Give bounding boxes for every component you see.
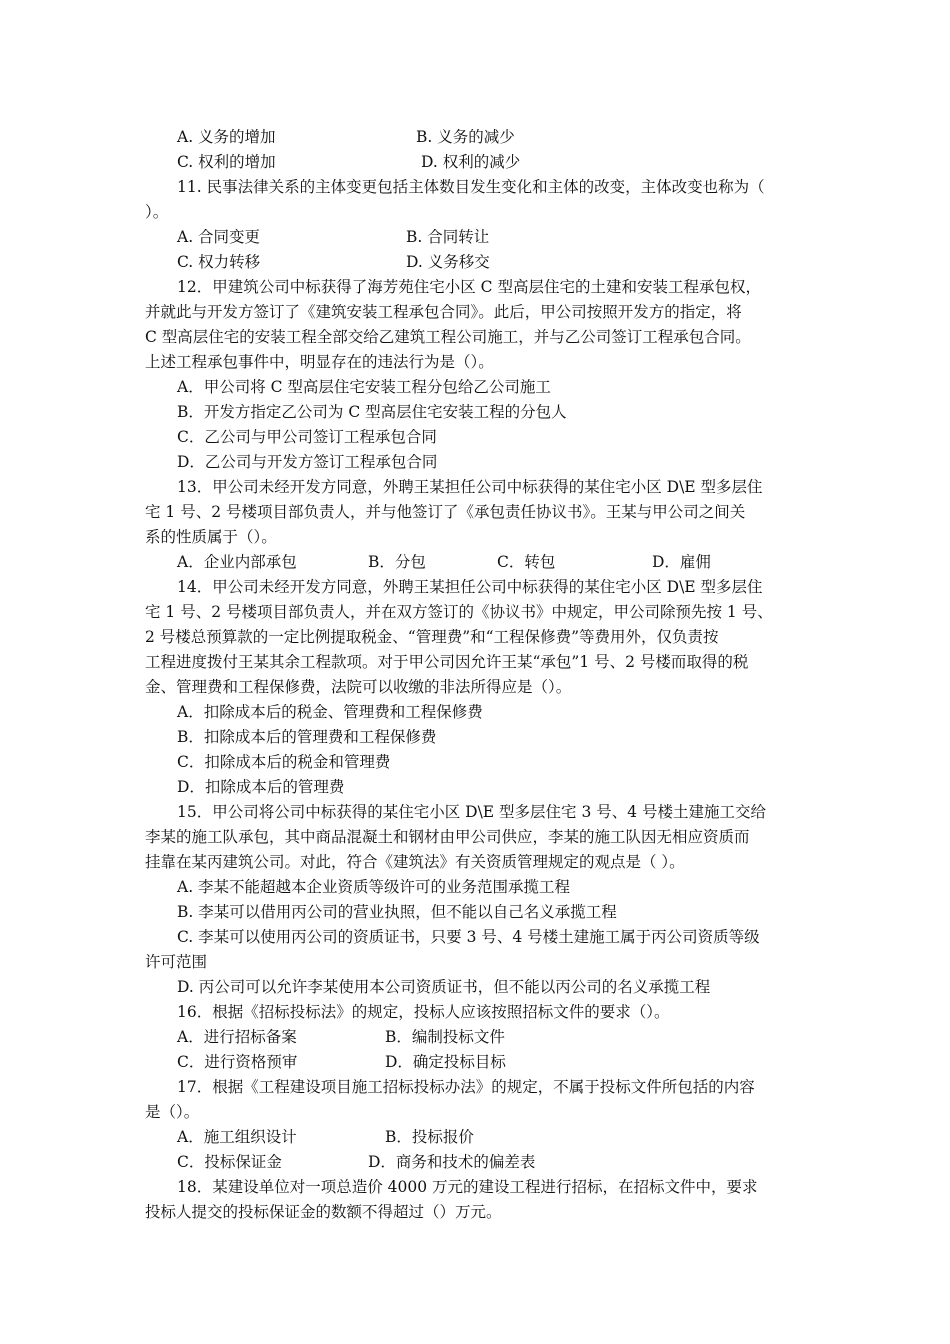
q11-option-d: D. 义务移交 xyxy=(406,253,490,271)
q11-stem-line: 11. 民事法律关系的主体变更包括主体数目发生变化和主体的改变，主体改变也称为（ xyxy=(177,178,765,196)
q12-option-a: A．甲公司将 C 型高层住宅安装工程分包给乙公司施工 xyxy=(177,378,551,396)
q13-stem-line: 13．甲公司未经开发方同意，外聘王某担任公司中标获得的某住宅小区 D\E 型多层住 xyxy=(177,478,763,496)
q14-stem-line: 14．甲公司未经开发方同意，外聘王某担任公司中标获得的某住宅小区 D\E 型多层住 xyxy=(177,578,763,596)
q11-stem-line: ）。 xyxy=(145,203,169,221)
q12-option-d: D．乙公司与开发方签订工程承包合同 xyxy=(177,453,438,471)
q15-stem-line: 挂靠在某丙建筑公司。对此，符合《建筑法》有关资质管理规定的观点是（ ）。 xyxy=(145,853,685,871)
q17-option-c: C．投标保证金 xyxy=(177,1153,282,1171)
q15-option-a: A. 李某不能超越本企业资质等级许可的业务范围承揽工程 xyxy=(177,878,571,896)
q13-stem-line: 系的性质属于（）。 xyxy=(145,528,277,546)
q16-option-c: C．进行资格预审 xyxy=(177,1053,298,1071)
q11-option-b: B. 合同转让 xyxy=(406,228,490,246)
q12-option-c: C．乙公司与甲公司签订工程承包合同 xyxy=(177,428,437,446)
q17-option-a: A．施工组织设计 xyxy=(177,1128,297,1146)
q10-option-b: B. 义务的减少 xyxy=(416,128,515,146)
q10-option-a: A. 义务的增加 xyxy=(177,128,276,146)
q14-option-b: B．扣除成本后的管理费和工程保修费 xyxy=(177,728,437,746)
q17-option-d: D．商务和技术的偏差表 xyxy=(368,1153,536,1171)
q15-stem-line: 15．甲公司将公司中标获得的某住宅小区 D\E 型多层住宅 3 号、4 号楼土建施工交给 xyxy=(177,803,767,821)
q17-stem-line: 17．根据《工程建设项目施工招标投标办法》的规定，不属于投标文件所包括的内容 xyxy=(177,1078,755,1096)
q14-stem-line: 2 号楼总预算款的一定比例提取税金、“管理费”和“工程保修费”等费用外，仅负责按 xyxy=(145,628,719,646)
q17-option-b: B．投标报价 xyxy=(385,1128,474,1146)
q11-option-c: C. 权力转移 xyxy=(177,253,261,271)
q13-option-c: C．转包 xyxy=(497,553,556,571)
q10-option-c: C. 权利的增加 xyxy=(177,153,276,171)
q18-stem-line: 18．某建设单位对一项总造价 4000 万元的建设工程进行招标，在招标文件中，要求 xyxy=(177,1178,758,1196)
q15-stem-line: 李某的施工队承包，其中商品混凝土和钢材由甲公司供应，李某的施工队因无相应资质而 xyxy=(145,828,750,846)
q14-option-d: D．扣除成本后的管理费 xyxy=(177,778,345,796)
q12-option-b: B．开发方指定乙公司为 C 型高层住宅安装工程的分包人 xyxy=(177,403,567,421)
q14-stem-line: 宅 1 号、2 号楼项目部负责人，并在双方签订的《协议书》中规定，甲公司除预先按 1 号、 xyxy=(145,603,773,621)
q13-option-d: D．雇佣 xyxy=(652,553,711,571)
q16-option-b: B．编制投标文件 xyxy=(385,1028,505,1046)
q14-stem-line: 金、管理费和工程保修费，法院可以收缴的非法所得应是（）。 xyxy=(145,678,572,696)
q14-option-c: C．扣除成本后的税金和管理费 xyxy=(177,753,391,771)
q13-option-b: B．分包 xyxy=(368,553,426,571)
q10-option-d: D. 权利的减少 xyxy=(421,153,521,171)
q15-option-b: B. 李某可以借用丙公司的营业执照，但不能以自己名义承揽工程 xyxy=(177,903,617,921)
q12-stem-line: 12．甲建筑公司中标获得了海芳苑住宅小区 C 型高层住宅的土建和安装工程承包权， xyxy=(177,278,761,296)
q16-option-a: A．进行招标备案 xyxy=(177,1028,297,1046)
q12-stem-line: 并就此与开发方签订了《建筑安装工程承包合同》。此后，甲公司按照开发方的指定，将 xyxy=(145,303,742,321)
q17-stem-line: 是（）。 xyxy=(145,1103,200,1121)
q16-option-d: D．确定投标目标 xyxy=(385,1053,506,1071)
q11-option-a: A. 合同变更 xyxy=(177,228,261,246)
q15-option-d: D. 丙公司可以允许李某使用本公司资质证书，但不能以丙公司的名义承揽工程 xyxy=(177,978,711,996)
q15-option-c-continued: 许可范围 xyxy=(145,953,208,971)
q16-stem-line: 16．根据《招标投标法》的规定，投标人应该按照招标文件的要求（）。 xyxy=(177,1003,670,1021)
q12-stem-line: 上述工程承包事件中，明显存在的违法行为是（）。 xyxy=(145,353,494,371)
q18-stem-line: 投标人提交的投标保证金的数额不得超过（）万元。 xyxy=(145,1203,502,1221)
q13-option-a: A．企业内部承包 xyxy=(177,553,297,571)
q14-stem-line: 工程进度拨付王某其余工程款项。对于甲公司因允许王某“承包”1 号、2 号楼而取得的税 xyxy=(145,653,749,671)
q13-stem-line: 宅 1 号、2 号楼项目部负责人，并与他签订了《承包责任协议书》。王某与甲公司之间关 xyxy=(145,503,746,521)
q12-stem-line: C 型高层住宅的安装工程全部交给乙建筑工程公司施工，并与乙公司签订工程承包合同。 xyxy=(145,328,751,346)
q14-option-a: A．扣除成本后的税金、管理费和工程保修费 xyxy=(177,703,483,721)
q15-option-c: C. 李某可以使用丙公司的资质证书，只要 3 号、4 号楼土建施工属于丙公司资质等级 xyxy=(177,928,760,946)
